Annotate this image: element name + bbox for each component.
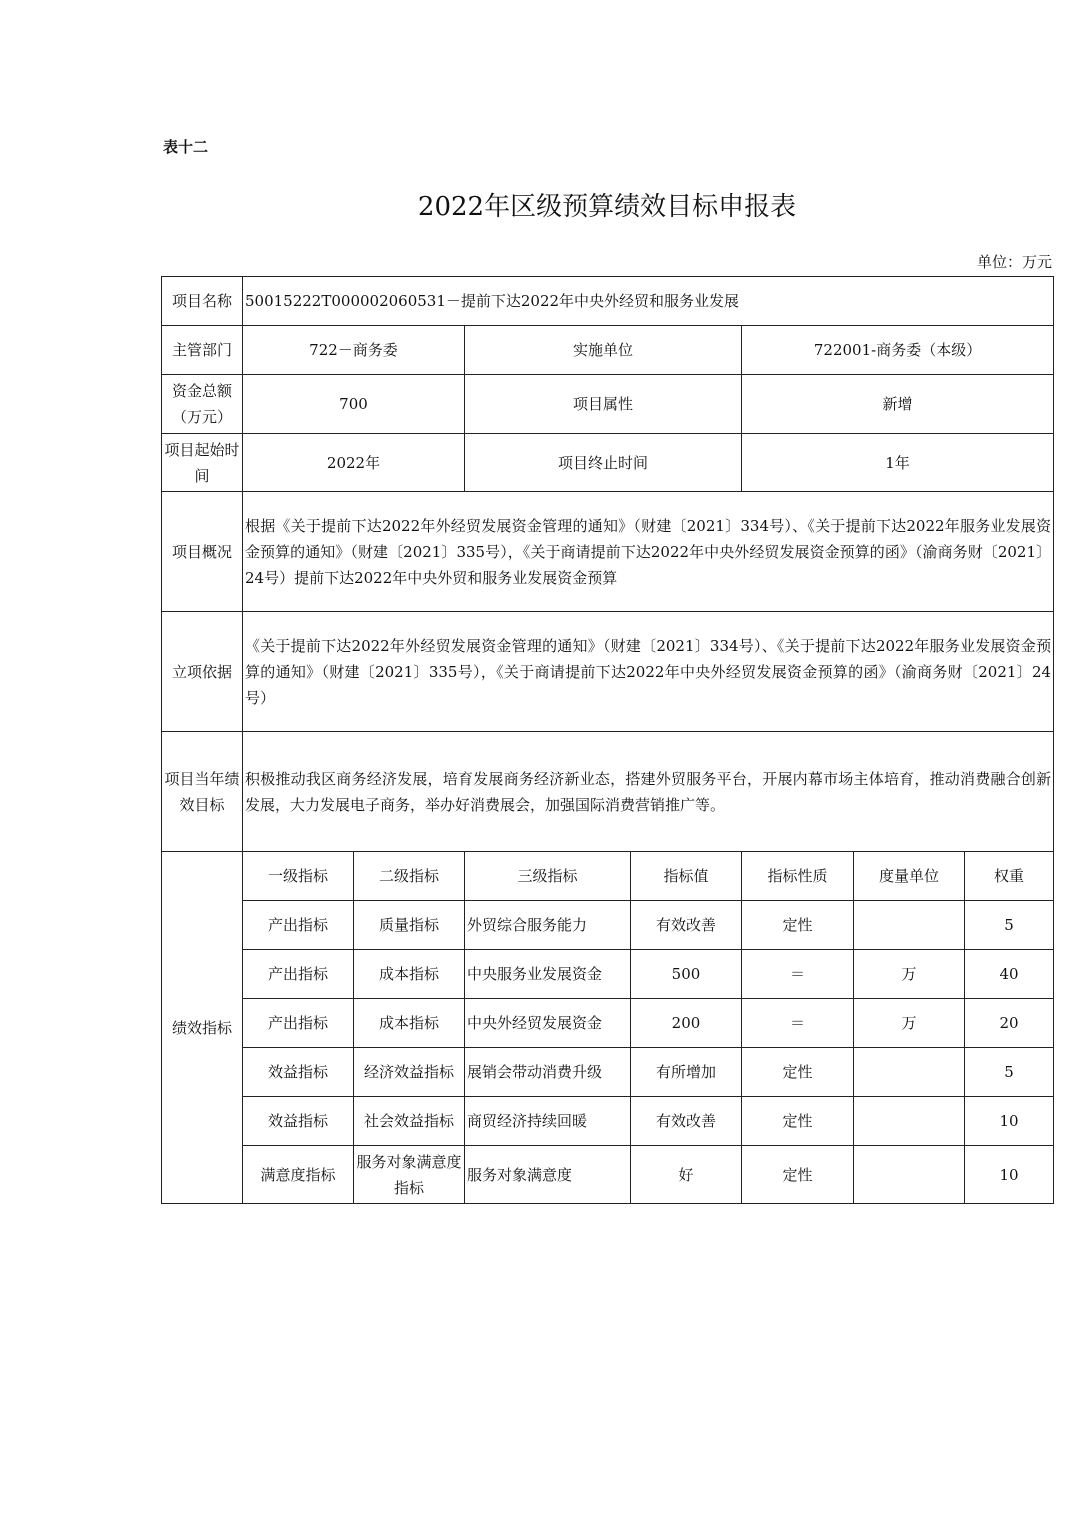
weight-cell: 40 (965, 950, 1054, 999)
table-row (162, 1146, 1054, 1204)
unit-cell: 万 (854, 999, 965, 1048)
header-value: 指标值 (631, 852, 742, 901)
level3-cell: 展销会带动消费升级 (465, 1048, 631, 1097)
nature-cell: 定性 (742, 1146, 854, 1204)
header-level1: 一级指标 (243, 852, 354, 901)
unit-cell (854, 1048, 965, 1097)
weight-cell: 10 (965, 1097, 1054, 1146)
project-attribute-label: 项目属性 (465, 375, 742, 434)
level1-cell: 产出指标 (243, 950, 354, 999)
unit-cell (854, 1097, 965, 1146)
row-project-name (162, 277, 1054, 326)
value-cell: 有所增加 (631, 1048, 742, 1097)
value-cell: 有效改善 (631, 901, 742, 950)
level1-cell: 效益指标 (243, 1048, 354, 1097)
table-row (162, 1097, 1054, 1146)
document-title: 2022年区级预算绩效目标申报表 (417, 192, 797, 222)
table-row (162, 950, 1054, 999)
level1-cell: 产出指标 (243, 901, 354, 950)
header-level2: 二级指标 (354, 852, 465, 901)
fund-total-label: 资金总额（万元） (162, 375, 243, 434)
project-name-value: 50015222T000002060531－提前下达2022年中央外经贸和服务业发展 (243, 277, 1054, 326)
indicator-header-row (162, 852, 1054, 901)
header-weight: 权重 (965, 852, 1054, 901)
level2-cell: 服务对象满意度指标 (354, 1146, 465, 1204)
header-nature: 指标性质 (742, 852, 854, 901)
level3-cell: 中央外经贸发展资金 (465, 999, 631, 1048)
unit-cell (854, 901, 965, 950)
row-fund (162, 375, 1054, 434)
indicators-section-label: 绩效指标 (162, 852, 243, 1204)
header-unit: 度量单位 (854, 852, 965, 901)
row-department (162, 326, 1054, 375)
project-name-label: 项目名称 (162, 277, 243, 326)
value-cell: 500 (631, 950, 742, 999)
fund-total-value: 700 (243, 375, 465, 434)
department-value: 722－商务委 (243, 326, 465, 375)
level3-cell: 商贸经济持续回暖 (465, 1097, 631, 1146)
unit-cell: 万 (854, 950, 965, 999)
budget-performance-table (161, 276, 1054, 1204)
table-row (162, 1048, 1054, 1097)
header-level3: 三级指标 (465, 852, 631, 901)
value-cell: 200 (631, 999, 742, 1048)
unit-label: 单位：万元 (976, 253, 1052, 271)
level2-cell: 成本指标 (354, 950, 465, 999)
nature-cell: 定性 (742, 901, 854, 950)
table-row (162, 901, 1054, 950)
level1-cell: 效益指标 (243, 1097, 354, 1146)
level2-cell: 社会效益指标 (354, 1097, 465, 1146)
start-time-label: 项目起始时间 (162, 434, 243, 492)
implementing-unit-value: 722001-商务委（本级） (742, 326, 1054, 375)
weight-cell: 10 (965, 1146, 1054, 1204)
unit-cell (854, 1146, 965, 1204)
nature-cell: ＝ (742, 950, 854, 999)
level2-cell: 质量指标 (354, 901, 465, 950)
level3-cell: 中央服务业发展资金 (465, 950, 631, 999)
nature-cell: ＝ (742, 999, 854, 1048)
level3-cell: 服务对象满意度 (465, 1146, 631, 1204)
weight-cell: 5 (965, 1048, 1054, 1097)
level2-cell: 经济效益指标 (354, 1048, 465, 1097)
basis-value: 《关于提前下达2022年外经贸发展资金管理的通知》（财建〔2021〕334号）、《关于提前下达2022年服务业发展资金预算的通知》（财建〔2021〕335号），《关于商请提前下达2022年中央外经贸发展资金预算的函》（渝商务财〔2021〕24号） (243, 612, 1054, 732)
overview-label: 项目概况 (162, 492, 243, 612)
row-basis (162, 612, 1054, 732)
department-label: 主管部门 (162, 326, 243, 375)
goal-label: 项目当年绩效目标 (162, 732, 243, 852)
nature-cell: 定性 (742, 1048, 854, 1097)
value-cell: 好 (631, 1146, 742, 1204)
table-row (162, 999, 1054, 1048)
start-time-value: 2022年 (243, 434, 465, 492)
level2-cell: 成本指标 (354, 999, 465, 1048)
level1-cell: 满意度指标 (243, 1146, 354, 1204)
level3-cell: 外贸综合服务能力 (465, 901, 631, 950)
value-cell: 有效改善 (631, 1097, 742, 1146)
end-time-label: 项目终止时间 (465, 434, 742, 492)
project-attribute-value: 新增 (742, 375, 1054, 434)
table-number: 表十二 (163, 138, 209, 156)
level1-cell: 产出指标 (243, 999, 354, 1048)
end-time-value: 1年 (742, 434, 1054, 492)
row-overview (162, 492, 1054, 612)
nature-cell: 定性 (742, 1097, 854, 1146)
overview-value: 根据《关于提前下达2022年外经贸发展资金管理的通知》（财建〔2021〕334号）、《关于提前下达2022年服务业发展资金预算的通知》（财建〔2021〕335号），《关于商请提前下达2022年中央外经贸发展资金预算的函》（渝商务财〔2021〕24号）提前下达2022年中央外贸和服务业发展资金预算 (243, 492, 1054, 612)
row-dates (162, 434, 1054, 492)
basis-label: 立项依据 (162, 612, 243, 732)
weight-cell: 5 (965, 901, 1054, 950)
weight-cell: 20 (965, 999, 1054, 1048)
implementing-unit-label: 实施单位 (465, 326, 742, 375)
goal-value: 积极推动我区商务经济发展，培育发展商务经济新业态，搭建外贸服务平台，开展内幕市场主体培育，推动消费融合创新发展，大力发展电子商务，举办好消费展会，加强国际消费营销推广等。 (243, 732, 1054, 852)
row-goal (162, 732, 1054, 852)
